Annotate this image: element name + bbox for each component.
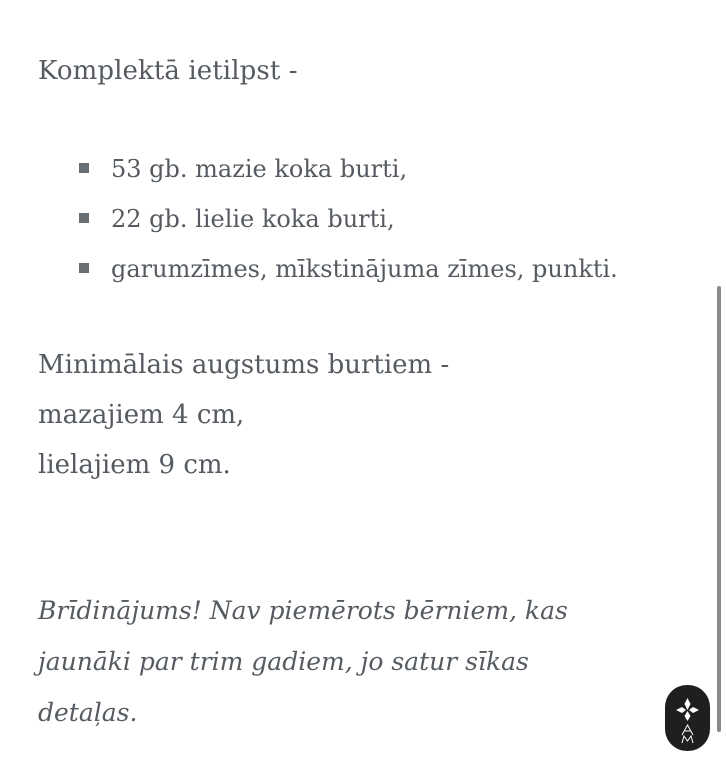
list-item <box>38 244 618 294</box>
brand-logo-icon <box>665 685 710 751</box>
list-item <box>38 194 618 244</box>
brand-logo-button[interactable] <box>665 685 710 751</box>
list-item <box>38 144 618 194</box>
list-item-text: garumzīmes, mīkstinājuma zīmes, punkti. <box>111 255 618 283</box>
scrollbar-thumb[interactable] <box>717 286 721 732</box>
bullet-square-icon <box>79 213 89 223</box>
list-item-text: 22 gb. lielie koka burti, <box>111 205 395 233</box>
page-scrollbar[interactable] <box>712 0 726 768</box>
warning-line-3: detaļas. <box>38 698 138 727</box>
bullet-square-icon <box>79 163 89 173</box>
kit-contents-list <box>38 144 618 294</box>
minimum-height-title: Minimālais augstums burtiem - <box>38 350 450 380</box>
kit-contents-heading: Komplektā ietilpst - <box>38 56 298 86</box>
warning-line-1: Brīdinājums! Nav piemērots bērniem, kas <box>38 596 568 625</box>
safety-warning <box>38 585 678 738</box>
minimum-height-large: lielajiem 9 cm. <box>38 450 231 480</box>
minimum-height-info <box>38 340 449 490</box>
list-item-text: 53 gb. mazie koka burti, <box>111 155 408 183</box>
minimum-height-small: mazajiem 4 cm, <box>38 400 245 430</box>
warning-line-2: jaunāki par trim gadiem, jo satur sīkas <box>38 647 529 676</box>
bullet-square-icon <box>79 263 89 273</box>
